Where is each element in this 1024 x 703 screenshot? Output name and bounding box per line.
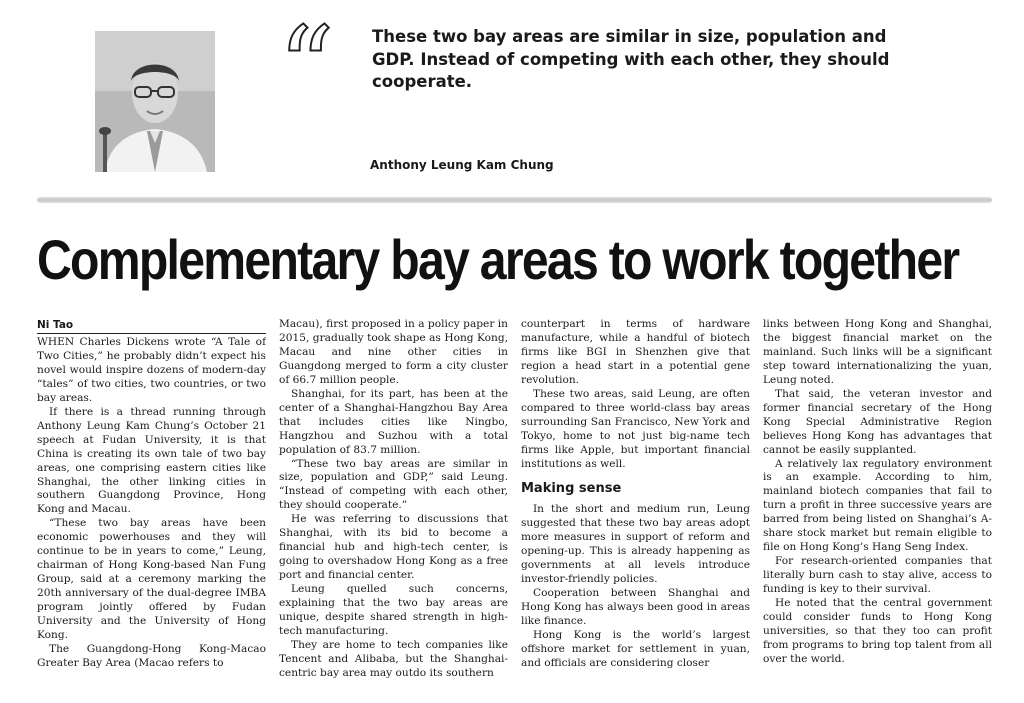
paragraph: links between Hong Kong and Shanghai, the biggest financial market on the mainland. Such links will be a significant step toward internationalizing the yuan, Leung noted. [763,318,992,386]
paragraph: They are home to tech companies like Tencent and Alibaba, but the Shanghai-centric bay area may outdo its southern [279,638,508,679]
paragraph: WHEN Charles Dickens wrote “A Tale of Two Cities,” he probably didn’t expect his novel would inspire dozens of modern-day “tales” of two cities, two countries, or two bay areas. [37,336,266,404]
paragraph: The Guangdong-Hong Kong-Macao Greater Bay Area (Macao refers to [37,642,266,669]
man-portrait-icon [95,31,215,172]
column-1 [37,318,266,693]
paragraph: These two areas, said Leung, are often compared to three world-class bay areas surrounding San Francisco, New York and Tokyo, home to not just big-name tech firms like Apple, but important financial institutions as well. [521,387,750,470]
subheading: Making sense [521,481,622,497]
paragraph: Macau), first proposed in a policy paper in 2015, gradually took shape as Hong Kong, Macau and nine other cities in Guangdong merged to form a city cluster of 66.7 million people. [279,318,508,386]
paragraph: Cooperation between Shanghai and Hong Kong has always been good in areas like finance. [521,587,750,628]
paragraph: Leung quelled such concerns, explaining that the two bay areas are unique, despite shared strength in high-tech manufacturing. [279,583,508,637]
paragraph: counterpart in terms of hardware manufacture, while a handful of biotech firms like BGI in Shenzhen give that region a head start in a potential gene revolution. [521,318,750,386]
paragraph: “These two bay areas have been economic powerhouses and they will continue to be in years to come,” Leung, chairman of Hong Kong-based Nan Fung Group, said at a ceremony marking the 20th anniversary of the dual-degree IMBA program jointly offered by Fudan University and the University of Hong Kong. [37,517,266,642]
paragraph: Hong Kong is the world’s largest offshore market for settlement in yuan, and officials are considering closer [521,629,750,669]
paragraph: If there is a thread running through Anthony Leung Kam Chung’s October 21 speech at Fudan University, it is that China is creating its own tale of two bay areas, one comprising eastern cities like Shanghai, the other linking cities in southern Guangdong Province, Hong Kong and Macau. [37,405,266,516]
quote-mark-icon: “ [278,3,335,131]
divider [37,197,992,203]
byline: Ni Tao [37,318,266,334]
column-3 [521,318,750,693]
paragraph: “These two bay areas are similar in size, population and GDP,” said Leung. “Instead of competing with each other, they should cooperate.” [279,457,508,512]
paragraph: In the short and medium run, Leung suggested that these two bay areas adopt more measures in support of reform and opening-up. This is already happening as governments at all levels introduce investor-friendly policies. [521,503,750,586]
portrait-photo [95,31,215,172]
paragraph: Shanghai, for its part, has been at the center of a Shanghai-Hangzhou Bay Area that includes cities like Ningbo, Hangzhou and Suzhou with a total population of 83.7 million. [279,387,508,456]
paragraph: A relatively lax regulatory environment is an example. According to him, mainland biotech companies that fail to turn a profit in three successive years are barred from being listed on Shanghai’s A-share stock market but remain eligible to file on Hong Kong’s Hang Seng Index. [763,457,992,554]
article-body [37,318,992,693]
paragraph: He was referring to discussions that Shanghai, with its bid to become a financial hub and high-tech center, is going to overshadow Hong Kong as a free port and financial center. [279,513,508,582]
paragraph: That said, the veteran investor and former financial secretary of the Hong Kong Special Administrative Region believes Hong Kong has advantages that cannot be easily supplanted. [763,387,992,456]
headline: Complementary bay areas to work together [37,228,959,291]
paragraph: For research-oriented companies that literally burn cash to stay alive, access to funding is key to their survival. [763,555,992,596]
column-2 [279,318,508,693]
quote-author: Anthony Leung Kam Chung [370,158,554,172]
paragraph: He noted that the central government could consider funds to Hong Kong universities, so that they too can profit from programs to bring top talent from all over the world. [763,597,992,665]
pull-quote: These two bay areas are similar in size, population and GDP. Instead of competing with each other, they should cooperate. [372,27,890,91]
column-4 [763,318,992,693]
